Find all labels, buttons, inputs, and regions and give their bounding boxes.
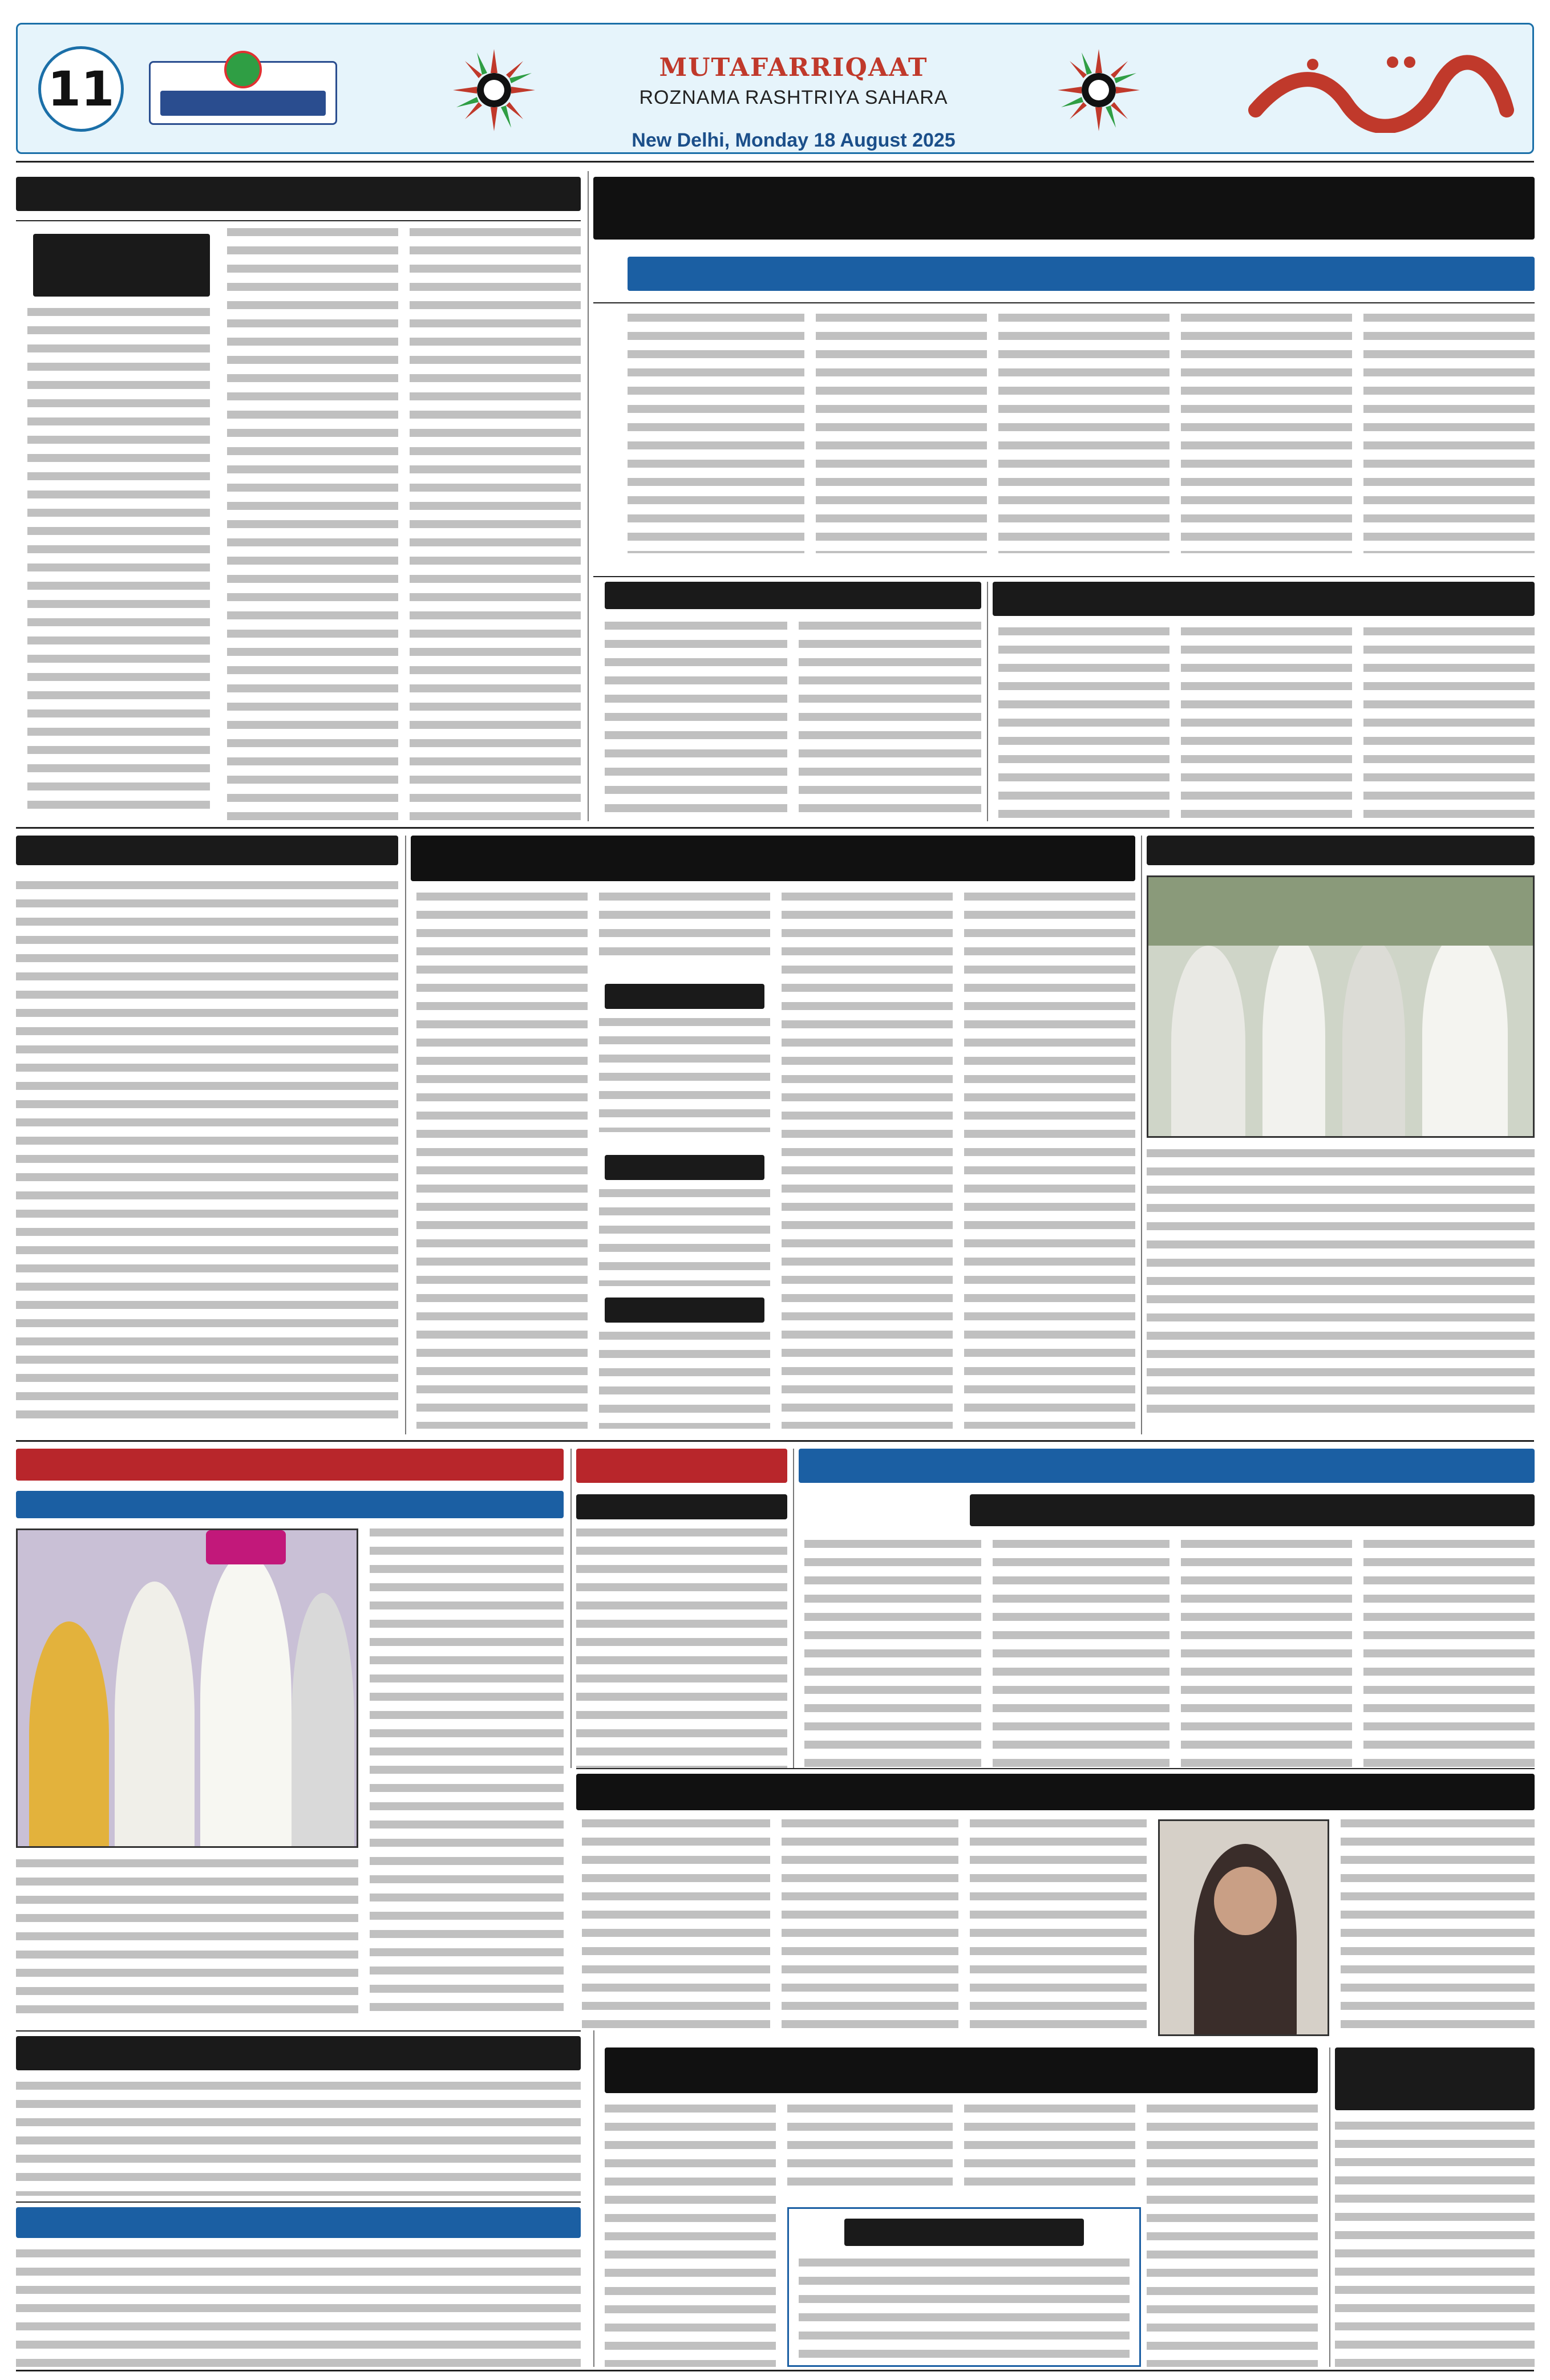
article-body [804,1540,981,1768]
article-body [27,308,210,810]
article-body [16,2249,581,2367]
sunburst-emblem-icon [1056,47,1142,133]
article-body [599,893,770,961]
article-body [628,314,804,553]
divider [16,220,581,221]
madrasa-independence-story [1147,836,1535,1434]
poetry-meeting-story [16,2207,581,2367]
vote-theft-story [16,1449,564,2025]
sanitation-worker-story [576,1449,787,1768]
side-story-investment [16,171,581,821]
article-body [998,627,1169,821]
article-body [370,1528,564,2019]
divider [1329,2047,1330,2367]
divider [16,161,1534,163]
article-body [964,2105,1135,2196]
story-headline [16,2036,581,2070]
divider [570,1449,572,1768]
article-body [416,893,588,1429]
story-headline [799,1449,1535,1483]
divider [793,1449,794,1768]
article-body [998,314,1169,553]
article-body [1181,314,1352,553]
article-body [599,1189,770,1286]
article-body [410,228,581,821]
health-centre-story [1335,2047,1535,2367]
sub-headline [33,234,210,297]
article-body [799,2259,1130,2361]
divider [593,576,1535,577]
side-headline [16,177,581,211]
article-body [582,1819,770,2036]
sub-headline [844,2219,1084,2246]
article-body [599,1018,770,1132]
article-body [576,1528,787,1768]
jamia-anti-ragging-story [16,836,398,1434]
logo-badge-icon [224,51,262,88]
divider [1141,836,1142,1434]
welcome-photo [16,1528,358,1848]
divider [16,2201,581,2203]
road-accident-story [605,2047,1318,2367]
article-body [782,1819,958,2036]
story-headline [1147,836,1535,865]
article-body [964,893,1135,1429]
section-titles [588,53,999,152]
divider [405,836,406,1434]
story-headline [605,2047,1318,2093]
urdu-section-title-graphic [1244,47,1518,133]
divider [593,302,1535,303]
article-body [16,2082,581,2196]
article-body [605,622,787,816]
divider [588,171,589,821]
article-body [1341,1819,1535,2036]
sub-headline [576,1494,787,1519]
story-headline [16,836,398,865]
sub-headline [16,1491,564,1518]
sunburst-emblem-icon [451,47,537,133]
article-body [1147,2105,1318,2367]
article-body [970,1819,1147,2036]
article-body [799,622,981,816]
hospital-escape-story [993,582,1535,821]
article-body [227,228,398,821]
dateline: New Delhi, Monday 18 August 2025 [632,129,956,151]
metro-construction-story [576,1774,1535,2042]
sub-headline [605,1298,764,1323]
newspaper-logo [149,51,337,136]
story-headline [576,1774,1535,1810]
story-headline [411,836,1135,881]
paper-name: ROZNAMA RASHTRIYA SAHARA [639,87,948,108]
story-headline [16,1449,564,1481]
article-body [993,1540,1169,1768]
divider [16,827,1534,829]
article-body [1181,627,1352,821]
divider [16,2030,581,2032]
gst-market-story [411,836,1135,1434]
story-headline [16,2207,581,2238]
story-headline [576,1449,787,1483]
story-headline [993,582,1535,616]
article-body [16,1859,358,2019]
article-body [1363,314,1535,553]
lead-headline [593,177,1535,240]
article-body [599,1332,770,1429]
divider [593,2030,594,2367]
article-body [1335,2122,1535,2367]
sub-headline [605,984,764,1009]
article-body [1363,627,1535,821]
event-photo [1147,875,1535,1138]
divider [16,1440,1534,1442]
page-number: 11 [38,46,124,132]
ganga-flood-story [799,1449,1535,1768]
article-body [605,2105,776,2367]
article-body [816,314,987,553]
lead-subheadline [628,257,1535,291]
story-headline [1335,2047,1535,2110]
article-body [1363,1540,1535,1768]
article-body [1147,1149,1535,1423]
victim-photo [1158,1819,1329,2036]
sub-headline [970,1494,1535,1526]
sgpgi-story [593,582,981,821]
divider [16,2370,1534,2371]
divider [576,1768,1535,1769]
masthead [16,23,1534,154]
divider [987,582,988,821]
bike-theft-story [16,2036,581,2196]
sub-headline [605,1155,764,1180]
lead-story [593,171,1535,576]
section-title-english: MUTAFARRIQAAT [659,53,928,82]
article-body [1181,1540,1352,1768]
article-body [782,893,953,1429]
logo-wordmark-graphic [160,91,326,116]
article-body [787,2105,953,2196]
article-body [16,881,398,1423]
story-headline [605,582,981,609]
